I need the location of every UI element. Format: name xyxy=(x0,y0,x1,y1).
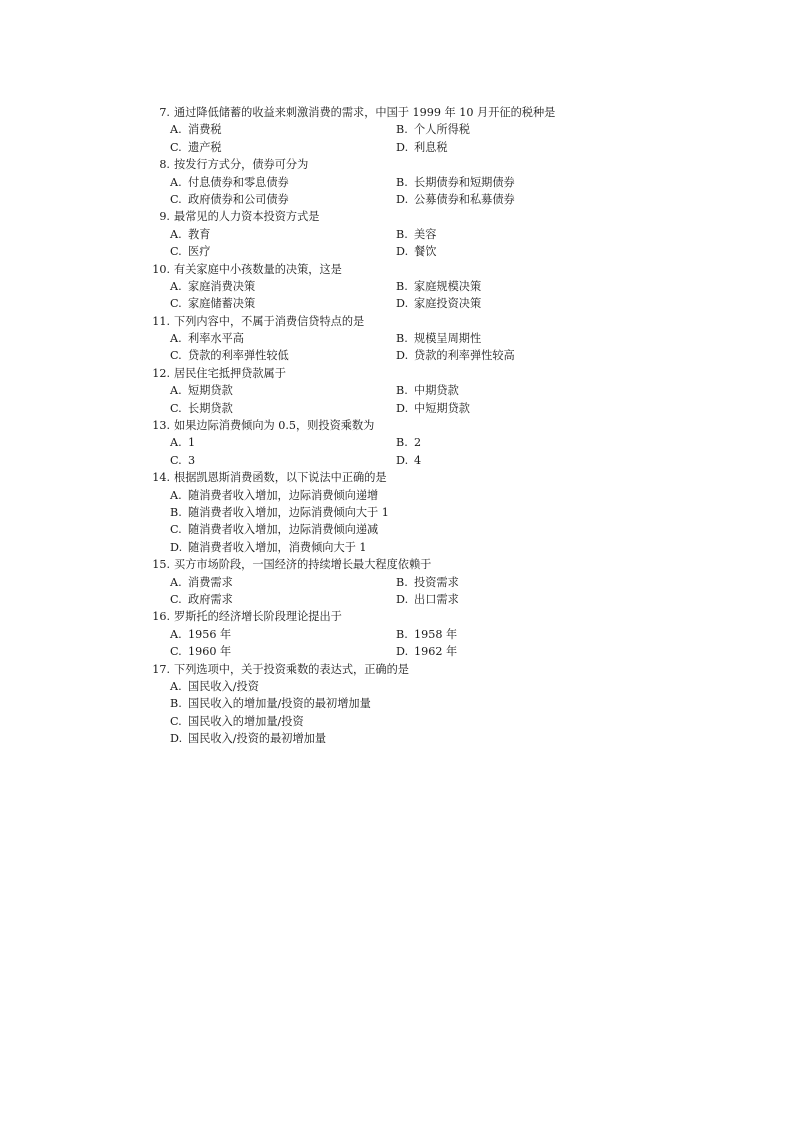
options xyxy=(170,434,706,469)
option-b xyxy=(396,626,622,643)
option-b xyxy=(396,174,622,191)
option-label: B. xyxy=(396,175,408,189)
option-label: C. xyxy=(170,453,182,467)
option-c xyxy=(170,347,396,364)
option-label: D. xyxy=(396,401,409,415)
option-label: A. xyxy=(170,332,182,346)
option-text: 随消费者收入增加，边际消费倾向递减 xyxy=(188,523,379,537)
option-label: B. xyxy=(396,436,408,450)
option-text: 规模呈周期性 xyxy=(414,332,482,346)
option-b xyxy=(396,121,622,138)
option-label: D. xyxy=(396,592,409,606)
option-label: D. xyxy=(396,349,409,363)
option-text: 1956 年 xyxy=(188,627,232,641)
option-b xyxy=(396,382,622,399)
question-number: 15. xyxy=(152,558,170,572)
question-7 xyxy=(146,104,706,156)
question-number: 11. xyxy=(152,314,170,328)
question-stem xyxy=(146,156,706,173)
question-text: 罗斯托的经济增长阶段理论提出于 xyxy=(174,610,342,624)
option-text: 中期贷款 xyxy=(414,384,459,398)
question-text: 如果边际消费倾向为 0.5，则投资乘数为 xyxy=(174,419,375,433)
options xyxy=(170,678,706,748)
question-number: 7. xyxy=(159,106,170,119)
option-text: 家庭投资决策 xyxy=(414,297,482,311)
question-stem xyxy=(146,608,706,625)
question-stem xyxy=(146,365,706,382)
question-number: 16. xyxy=(152,610,170,624)
question-text: 有关家庭中小孩数量的决策，这是 xyxy=(174,262,342,276)
option-text: 贷款的利率弹性较高 xyxy=(414,349,515,363)
options xyxy=(170,574,706,609)
question-11 xyxy=(146,313,706,365)
question-number: 9. xyxy=(159,210,170,224)
question-14 xyxy=(146,469,706,556)
option-a xyxy=(170,278,396,295)
option-label: C. xyxy=(170,140,182,154)
option-label: A. xyxy=(170,279,182,293)
option-label: B. xyxy=(396,384,408,398)
question-list xyxy=(146,104,706,747)
question-text: 买方市场阶段，一国经济的持续增长最大程度依赖于 xyxy=(174,558,432,572)
option-text: 随消费者收入增加，边际消费倾向大于 1 xyxy=(188,505,389,519)
option-d xyxy=(396,139,622,156)
question-number: 13. xyxy=(152,419,170,433)
question-stem xyxy=(146,417,706,434)
option-d xyxy=(396,591,622,608)
question-12 xyxy=(146,365,706,417)
option-label: C. xyxy=(170,645,182,659)
option-text: 国民收入的增加量/投资 xyxy=(188,714,304,728)
question-text: 按发行方式分，债券可分为 xyxy=(174,158,309,172)
option-c xyxy=(170,591,396,608)
question-16 xyxy=(146,608,706,660)
option-a xyxy=(170,434,396,451)
option-text: 短期贷款 xyxy=(188,384,233,398)
option-d xyxy=(170,539,706,556)
option-d xyxy=(396,243,622,260)
option-text: 消费税 xyxy=(188,123,222,137)
question-number: 8. xyxy=(159,158,170,172)
option-b xyxy=(396,574,622,591)
question-text: 根据凯恩斯消费函数，以下说法中正确的是 xyxy=(174,471,387,485)
option-label: B. xyxy=(396,227,408,241)
option-label: C. xyxy=(170,714,182,728)
options xyxy=(170,226,706,261)
option-text: 家庭规模决策 xyxy=(414,279,482,293)
option-d xyxy=(396,643,622,660)
option-text: 2 xyxy=(414,436,422,450)
option-label: C. xyxy=(170,245,182,259)
option-c xyxy=(170,243,396,260)
option-text: 随消费者收入增加，边际消费倾向递增 xyxy=(188,488,379,502)
question-number: 14. xyxy=(152,471,170,485)
question-number: 17. xyxy=(152,662,170,676)
option-text: 长期债券和短期债券 xyxy=(414,175,515,189)
option-text: 国民收入/投资 xyxy=(188,679,259,693)
option-label: A. xyxy=(170,175,182,189)
option-label: C. xyxy=(170,349,182,363)
option-label: A. xyxy=(170,123,182,137)
option-label: B. xyxy=(396,575,408,589)
option-a xyxy=(170,487,706,504)
option-label: A. xyxy=(170,436,182,450)
option-text: 出口需求 xyxy=(414,592,459,606)
option-label: B. xyxy=(396,332,408,346)
option-text: 4 xyxy=(414,453,422,467)
option-text: 3 xyxy=(188,453,196,467)
option-label: A. xyxy=(170,227,182,241)
option-label: D. xyxy=(396,245,409,259)
option-a xyxy=(170,626,396,643)
option-a xyxy=(170,330,396,347)
option-label: D. xyxy=(396,192,409,206)
option-text: 遗产税 xyxy=(188,140,222,154)
option-label: B. xyxy=(396,279,408,293)
option-text: 政府债券和公司债券 xyxy=(188,192,289,206)
question-17 xyxy=(146,661,706,748)
question-8 xyxy=(146,156,706,208)
option-text: 公募债券和私募债券 xyxy=(414,192,515,206)
option-d xyxy=(396,347,622,364)
option-label: C. xyxy=(170,297,182,311)
option-d xyxy=(396,452,622,469)
option-text: 中短期贷款 xyxy=(414,401,470,415)
option-b xyxy=(396,278,622,295)
option-d xyxy=(396,191,622,208)
option-label: B. xyxy=(170,697,182,711)
options xyxy=(170,626,706,661)
option-d xyxy=(396,400,622,417)
options xyxy=(170,278,706,313)
option-label: B. xyxy=(396,627,408,641)
option-text: 教育 xyxy=(188,227,211,241)
option-a xyxy=(170,678,706,695)
option-text: 国民收入/投资的最初增加量 xyxy=(188,732,327,746)
question-text: 居民住宅抵押贷款属于 xyxy=(174,366,286,380)
options xyxy=(170,382,706,417)
options xyxy=(170,330,706,365)
option-text: 医疗 xyxy=(188,245,211,259)
question-10 xyxy=(146,261,706,313)
option-text: 政府需求 xyxy=(188,592,233,606)
option-c xyxy=(170,521,706,538)
option-label: A. xyxy=(170,575,182,589)
question-9 xyxy=(146,208,706,260)
question-15 xyxy=(146,556,706,608)
option-label: D. xyxy=(396,453,409,467)
question-13 xyxy=(146,417,706,469)
option-label: C. xyxy=(170,523,182,537)
option-b xyxy=(170,504,706,521)
option-text: 利息税 xyxy=(414,140,448,154)
option-text: 美容 xyxy=(414,227,437,241)
question-text: 下列内容中，不属于消费信贷特点的是 xyxy=(174,314,365,328)
question-stem xyxy=(146,469,706,486)
option-label: C. xyxy=(170,401,182,415)
option-label: A. xyxy=(170,384,182,398)
option-a xyxy=(170,226,396,243)
option-label: D. xyxy=(170,540,183,554)
option-text: 家庭储蓄决策 xyxy=(188,297,256,311)
option-c xyxy=(170,139,396,156)
option-label: D. xyxy=(170,732,183,746)
option-b xyxy=(396,226,622,243)
option-text: 1960 年 xyxy=(188,645,232,659)
option-c xyxy=(170,713,706,730)
option-c xyxy=(170,452,396,469)
option-c xyxy=(170,643,396,660)
option-text: 1 xyxy=(188,436,196,450)
option-text: 付息债券和零息债券 xyxy=(188,175,289,189)
option-text: 1958 年 xyxy=(414,627,458,641)
option-a xyxy=(170,574,396,591)
option-text: 家庭消费决策 xyxy=(188,279,256,293)
option-label: D. xyxy=(396,140,409,154)
option-text: 国民收入的增加量/投资的最初增加量 xyxy=(188,697,371,711)
question-number: 10. xyxy=(152,262,170,276)
option-b xyxy=(170,695,706,712)
options xyxy=(170,487,706,557)
option-text: 长期贷款 xyxy=(188,401,233,415)
option-text: 贷款的利率弹性较低 xyxy=(188,349,289,363)
option-a xyxy=(170,121,396,138)
option-d xyxy=(396,295,622,312)
option-label: A. xyxy=(170,679,182,693)
question-stem xyxy=(146,104,706,121)
option-text: 消费需求 xyxy=(188,575,233,589)
question-stem xyxy=(146,261,706,278)
option-label: C. xyxy=(170,592,182,606)
option-label: D. xyxy=(396,297,409,311)
option-c xyxy=(170,191,396,208)
option-a xyxy=(170,174,396,191)
question-stem xyxy=(146,208,706,225)
question-stem xyxy=(146,313,706,330)
option-text: 1962 年 xyxy=(414,645,458,659)
option-text: 餐饮 xyxy=(414,245,437,259)
question-number: 12. xyxy=(152,366,170,380)
option-label: C. xyxy=(170,192,182,206)
option-a xyxy=(170,382,396,399)
option-text: 投资需求 xyxy=(414,575,459,589)
question-text: 最常见的人力资本投资方式是 xyxy=(174,210,320,224)
option-text: 利率水平高 xyxy=(188,332,244,346)
options xyxy=(170,121,706,156)
option-label: A. xyxy=(170,488,182,502)
question-text: 通过降低储蓄的收益来刺激消费的需求，中国于 1999 年 10 月开征的税种是 xyxy=(174,106,556,119)
option-label: B. xyxy=(170,505,182,519)
option-c xyxy=(170,400,396,417)
question-text: 下列选项中，关于投资乘数的表达式，正确的是 xyxy=(174,662,409,676)
option-b xyxy=(396,434,622,451)
option-label: B. xyxy=(396,123,408,137)
option-c xyxy=(170,295,396,312)
option-label: D. xyxy=(396,645,409,659)
option-text: 随消费者收入增加，消费倾向大于 1 xyxy=(188,540,367,554)
option-text: 个人所得税 xyxy=(414,123,470,137)
option-b xyxy=(396,330,622,347)
question-stem xyxy=(146,661,706,678)
option-label: A. xyxy=(170,627,182,641)
option-d xyxy=(170,730,706,747)
options xyxy=(170,174,706,209)
question-stem xyxy=(146,556,706,573)
